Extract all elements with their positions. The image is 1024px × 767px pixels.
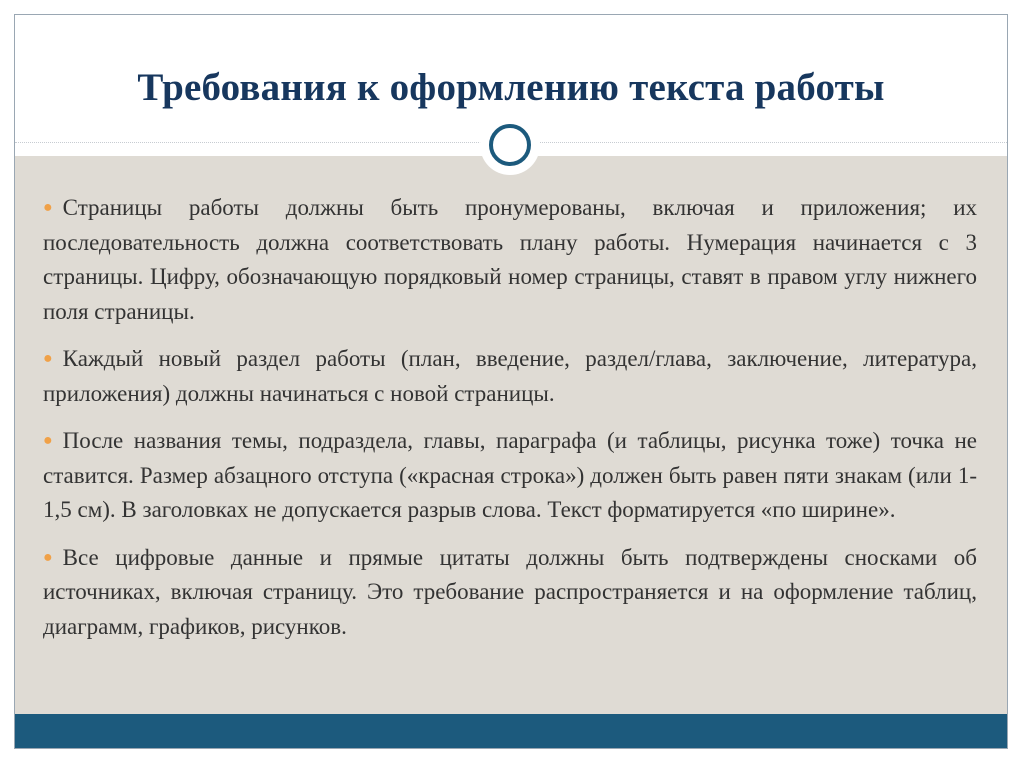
- bullet-text-1: Страницы работы должны быть пронумерованы, включая и приложения; их последовательность должна соответствовать плану работы. Нумерация начинается с 3 страницы. Цифру, обозначающую порядковый номер страницы, ставят в правом углу нижнего поля страницы.: [43, 195, 977, 324]
- footer-bar: [15, 714, 1007, 748]
- bullet-list: [43, 191, 977, 657]
- slide-title: Требования к оформлению текста работы: [137, 66, 885, 109]
- orange-dot-icon: ●: [43, 548, 53, 566]
- ring-inner: [489, 124, 531, 166]
- slide: [14, 14, 1008, 749]
- orange-dot-icon: ●: [43, 432, 53, 449]
- bullet-item-3: [43, 424, 977, 528]
- orange-dot-icon: ●: [43, 199, 53, 216]
- bullet-item-1: [43, 191, 977, 329]
- bullet-item-4: [43, 541, 977, 645]
- bullet-text-2: Каждый новый раздел работы (план, введение, раздел/глава, заключение, литература, приложения) должны начинаться с новой страницы.: [43, 346, 977, 406]
- orange-dot-icon: ●: [43, 350, 53, 367]
- bullet-item-2: [43, 342, 977, 411]
- bullet-text-4: Все цифровые данные и прямые цитаты должны быть подтверждены сносками об источниках, включая страницу. Это требование распространяется и на оформление таблиц, диаграмм, графиков, рисунков.: [43, 544, 977, 639]
- bullet-text-3: После названия темы, подраздела, главы, параграфа (и таблицы, рисунка тоже) точка не ставится. Размер абзацного отступа («красная строка») должен быть равен пяти знакам (или 1-1,5 см). В заголовках не допускается разрыв слова. Текст форматируется «по ширине».: [43, 428, 977, 522]
- ring-icon: [480, 115, 540, 175]
